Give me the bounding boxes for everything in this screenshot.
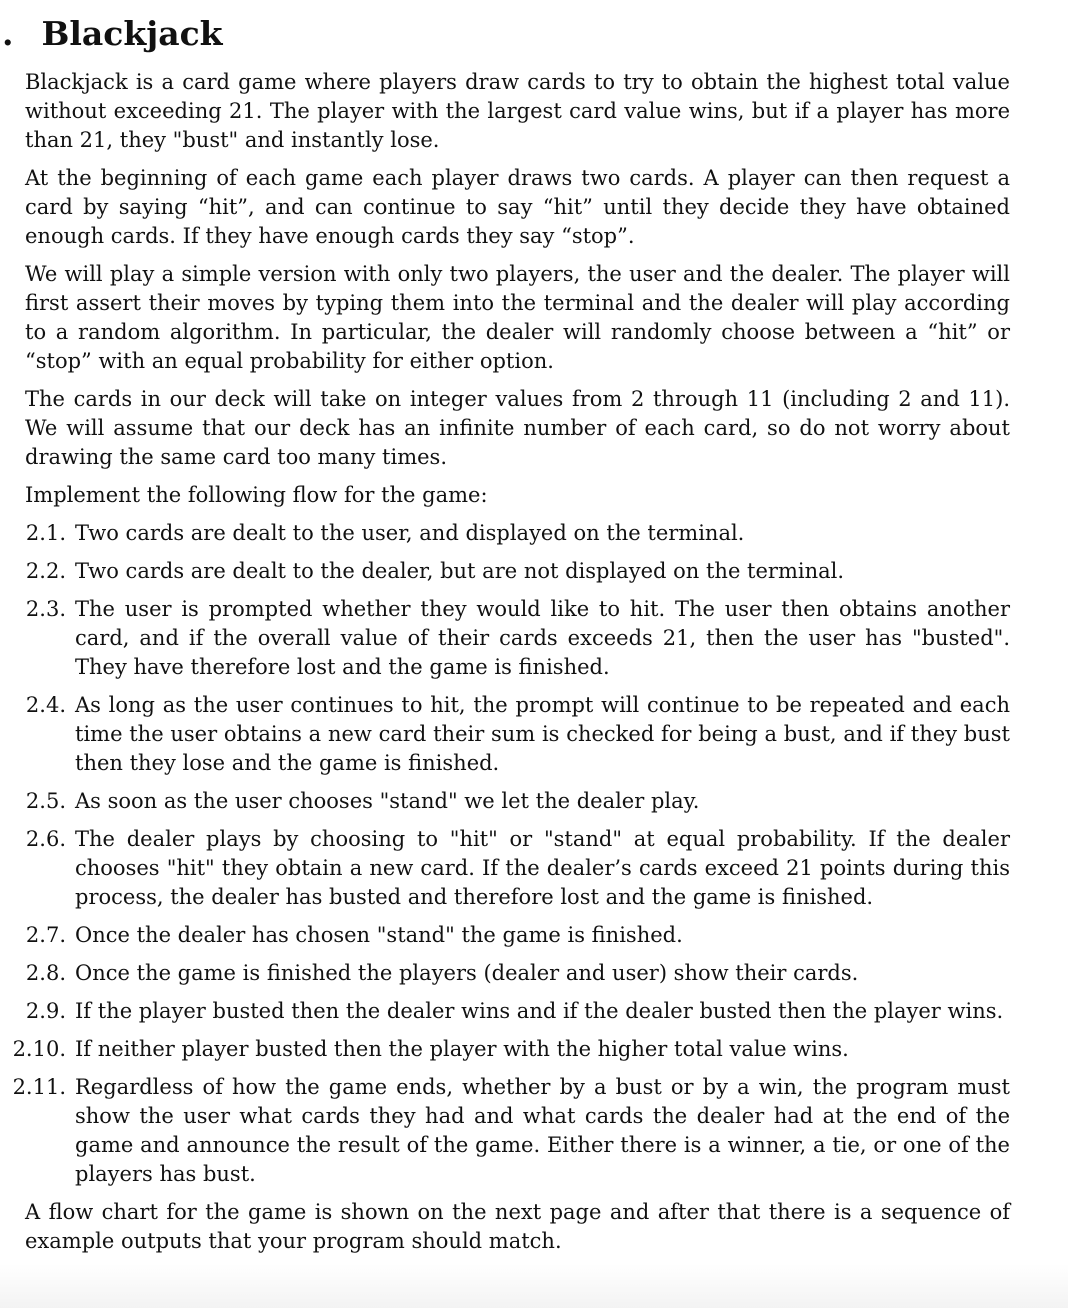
list-item xyxy=(25,825,1010,912)
page-bottom-edge xyxy=(0,1264,1068,1308)
list-item-text: As long as the user continues to hit, the prompt will continue to be repeated and each time the user obtains a new card their sum is checked for being a bust, and if they bust then they lose and the game is finished. xyxy=(75,693,1010,775)
section-body xyxy=(12,68,1010,1265)
draw-rules-paragraph: At the beginning of each game each player draws two cards. A player can then request a card by saying “hit”, and can continue to say “hit” until they decide they have obtained enough cards. If they have enough cards they say “stop”. xyxy=(25,166,1010,248)
list-item xyxy=(25,787,1010,816)
list-item-number: 2.10. xyxy=(12,1037,66,1061)
section-heading xyxy=(0,14,223,54)
list-item xyxy=(25,595,1010,682)
list-item-text: Once the dealer has chosen "stand" the game is finished. xyxy=(75,923,683,947)
list-item-number: 2.4. xyxy=(25,693,66,717)
intro-paragraph: Blackjack is a card game where players draw cards to try to obtain the highest total value without exceeding 21. The player with the largest card value wins, but if a player has more than 21, they "bust" and instantly lose. xyxy=(25,70,1010,152)
list-item-number: 2.6. xyxy=(25,827,66,851)
two-player-paragraph: We will play a simple version with only two players, the user and the dealer. The player will first assert their moves by typing them into the terminal and the dealer will play according to a random algorithm. In particular, the dealer will randomly choose between a “hit” or “stop” with an equal probability for either option. xyxy=(25,262,1010,373)
list-item-number: 2.5. xyxy=(25,789,66,813)
list-item xyxy=(12,1073,1010,1189)
list-item-text: Once the game is finished the players (dealer and user) show their cards. xyxy=(75,961,859,985)
list-item xyxy=(25,959,1010,988)
list-item-number: 2.8. xyxy=(25,961,66,985)
section-title: Blackjack xyxy=(41,14,223,53)
list-item xyxy=(12,1035,1010,1064)
list-item-number: 2.1. xyxy=(25,521,66,545)
flow-intro-paragraph: Implement the following flow for the game: xyxy=(25,483,488,507)
list-item xyxy=(25,691,1010,778)
closing-paragraph: A flow chart for the game is shown on the next page and after that there is a sequence of example outputs that your program should match. xyxy=(25,1200,1010,1253)
list-item-text: The user is prompted whether they would like to hit. The user then obtains another card, and if the overall value of their cards exceeds 21, then the user has "busted". They have therefore lost and the game is finished. xyxy=(75,597,1010,679)
list-item-text: Two cards are dealt to the user, and displayed on the terminal. xyxy=(75,521,745,545)
list-item xyxy=(25,997,1010,1026)
game-flow-list xyxy=(12,519,1010,1189)
list-item-text: Two cards are dealt to the dealer, but are not displayed on the terminal. xyxy=(75,559,845,583)
list-item-number: 2.9. xyxy=(25,999,66,1023)
list-item-text: The dealer plays by choosing to "hit" or "stand" at equal probability. If the dealer chooses "hit" they obtain a new card. If the dealer’s cards exceed 21 points during this process, the dealer has busted and therefore lost and the game is finished. xyxy=(75,827,1010,909)
list-item-number: 2.2. xyxy=(25,559,66,583)
list-item-text: If the player busted then the dealer wins and if the dealer busted then the player wins. xyxy=(75,999,1004,1023)
list-item-number: 2.11. xyxy=(12,1075,66,1099)
section-number: . xyxy=(2,14,14,53)
list-item-text: Regardless of how the game ends, whether by a bust or by a win, the program must show the user what cards they had and what cards the dealer had at the end of the game and announce the result of the game. Either there is a winner, a tie, or one of the players has bust. xyxy=(75,1075,1010,1186)
list-item-number: 2.7. xyxy=(25,923,66,947)
list-item xyxy=(25,921,1010,950)
list-item xyxy=(25,519,1010,548)
list-item-text: As soon as the user chooses "stand" we let the dealer play. xyxy=(75,789,700,813)
list-item-number: 2.3. xyxy=(25,597,66,621)
list-item-text: If neither player busted then the player with the higher total value wins. xyxy=(75,1037,849,1061)
deck-paragraph: The cards in our deck will take on integer values from 2 through 11 (including 2 and 11). We will assume that our deck has an infinite number of each card, so do not worry about drawing the same card too many times. xyxy=(25,387,1010,469)
list-item xyxy=(25,557,1010,586)
